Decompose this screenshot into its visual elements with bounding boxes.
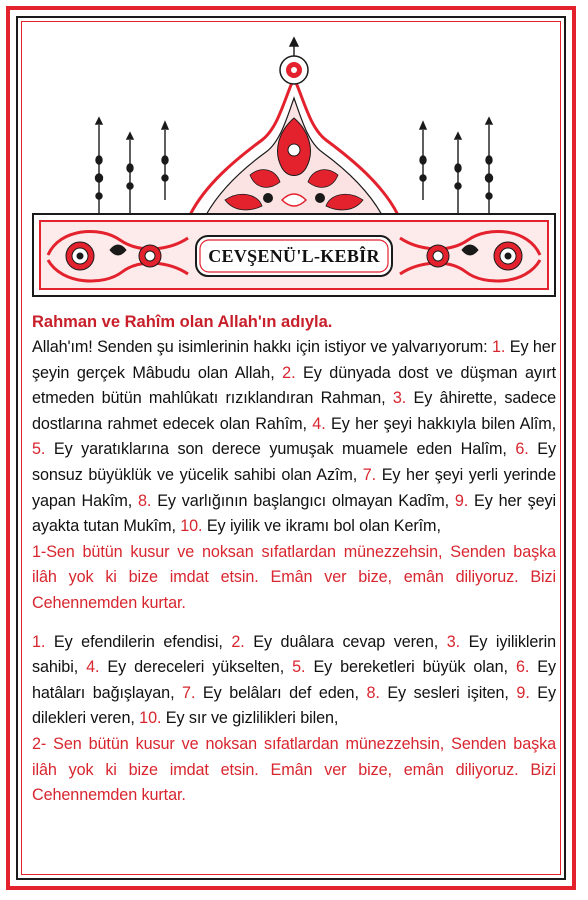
item-number: 8. — [366, 683, 380, 702]
item-number: 6. — [515, 440, 529, 459]
item-number: 10. — [139, 709, 162, 728]
finial-right-3 — [420, 122, 426, 200]
page-title: CEVŞENÜ'L-KEBÎR — [208, 245, 380, 266]
section-1 — [32, 335, 556, 540]
finial-left-3 — [162, 122, 168, 200]
item-number: 1. — [492, 338, 506, 356]
list-item: 9. Ey dilekleri veren, — [32, 683, 557, 728]
item-number: 5. — [32, 440, 46, 459]
item-number: 2. — [231, 632, 245, 651]
list-item: 6. Ey hatâları bağışlayan, — [32, 658, 556, 702]
item-number: 10. — [180, 517, 203, 536]
item-number: 3. — [446, 632, 461, 651]
list-item: 5. Ey bereketleri büyük olan, — [292, 658, 516, 677]
basmala: Rahman ve Rahîm olan Allah'ın adıyla. — [32, 313, 333, 331]
list-item: 7. Ey her şeyi yerli yerinde yapan Hakîm, — [32, 465, 556, 510]
list-item: 4. Ey dereceleri yükselten, — [86, 658, 293, 677]
list-item: 8. Ey sesleri işiten, — [366, 683, 517, 702]
item-number: 9. — [454, 491, 469, 510]
list-item: 7. Ey belâları def eden, — [182, 683, 367, 702]
item-number: 2. — [282, 363, 296, 382]
item-number: 8. — [138, 491, 152, 510]
list-item: 9. Ey her şeyi ayakta tutan Mukîm, — [32, 491, 556, 536]
list-item: 6. Ey sonsuz büyüklük ve yücelik sahibi olan Azîm, — [32, 440, 556, 484]
item-number: 6. — [515, 658, 530, 677]
item-number: 7. — [182, 683, 196, 702]
closing-prayer-2: 2- Sen bütün kusur ve noksan sıfatlardan münezzehsin, Senden başka ilâh yok ki bize imdat etsin. Emân ver bize, emân diliyoruz. Bizi Cehennemden kurtar. — [32, 734, 556, 805]
item-number: 4. — [86, 658, 100, 677]
item-number: 3. — [392, 389, 407, 408]
item-number: 4. — [312, 414, 326, 433]
finial-right-2 — [455, 133, 461, 215]
list-item: 5. Ey yaratıklarına son derece yumuşak muamele eden Halîm, — [32, 440, 516, 459]
list-item: 10. Ey iyilik ve ikramı bol olan Kerîm, — [180, 517, 441, 536]
finial-right-1 — [486, 118, 493, 215]
item-number: 7. — [362, 465, 377, 484]
prayer-text — [32, 309, 556, 809]
section-2 — [32, 630, 556, 732]
finial-left-2 — [127, 133, 133, 215]
finial-left-1 — [96, 118, 103, 215]
list-item: 8. Ey varlığının başlangıcı olmayan Kadîm, — [138, 491, 455, 510]
list-item: 1. Ey efendilerin efendisi, — [32, 632, 232, 651]
item-number: 1. — [32, 632, 46, 651]
list-item: 2. Ey dünyada dost ve düşman ayırt etmeden bütün mahlûkatı rızıklandıran Rahman, — [32, 363, 556, 408]
closing-prayer-1: 1-Sen bütün kusur ve noksan sıfatlardan münezzehsin, Senden başka ilâh yok ki bize imdat etsin. Emân ver bize, emân diliyoruz. Bizi Cehennemden kurtar. — [32, 542, 556, 612]
list-item: 1. Ey her şeyin gerçek Mâbudu olan Allah, — [32, 338, 556, 382]
section-gap — [32, 617, 556, 630]
list-item: 3. Ey âhirette, sadece dostlarına rahmet edecek olan Rahîm, — [32, 389, 557, 433]
central-crown-ornament — [190, 56, 398, 215]
list-item: 4. Ey her şeyi hakkıyla bilen Alîm, — [312, 414, 556, 433]
list-item: 3. Ey iyiliklerin sahibi, — [32, 632, 556, 677]
item-number: 5. — [292, 658, 306, 677]
list-item: 10. Ey sır ve gizlilikleri bilen, — [139, 709, 339, 728]
intro-text: Allah'ım! Senden şu isimlerinin hakkı için istiyor ve yalvarıyorum: — [32, 338, 488, 356]
item-number: 9. — [516, 683, 530, 702]
list-item: 2. Ey duâlara cevap veren, — [231, 632, 447, 651]
